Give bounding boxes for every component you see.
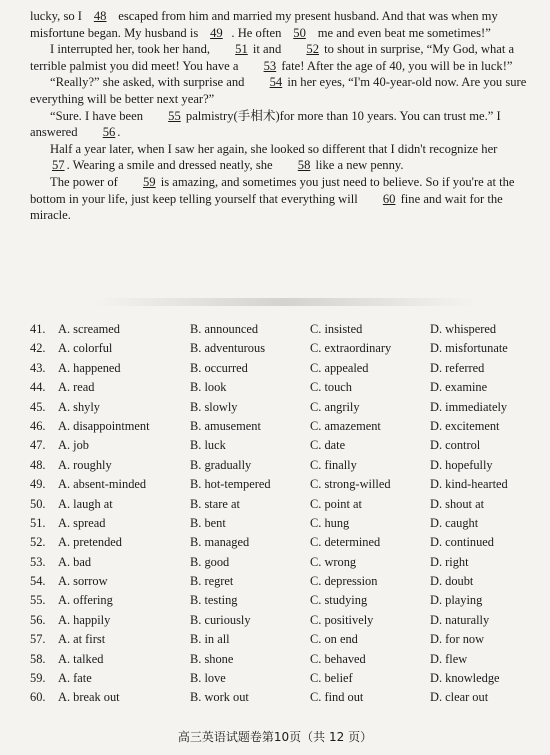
question-number: 56. (30, 612, 46, 627)
option-d: D. referred (430, 360, 485, 375)
option-d: D. flew (430, 651, 468, 666)
option-c: C. strong-willed (310, 477, 391, 492)
blank-49: 49 (210, 25, 223, 40)
option-d: D. whispered (430, 322, 497, 336)
option-a: A. bad (58, 554, 92, 569)
option-row (30, 630, 535, 649)
blank-58: 58 (297, 158, 311, 173)
paragraph-3: “Really?” she asked, with surprise and 54 in her eyes, “I'm 40-year-old now. Are you sure everything will be better next year?” (30, 75, 527, 106)
blank-56: 56 (102, 125, 116, 140)
option-c: C. finally (310, 457, 357, 472)
option-d: D. caught (430, 515, 479, 530)
option-row (30, 475, 535, 494)
question-number: 60. (30, 690, 46, 705)
option-row (30, 669, 535, 688)
option-b: B. adventurous (190, 341, 266, 356)
option-a: A. absent-minded (58, 477, 147, 492)
option-b: B. slowly (190, 399, 238, 414)
option-c: C. find out (310, 690, 364, 705)
question-number: 50. (30, 496, 46, 511)
option-a: A. colorful (58, 341, 113, 356)
option-d: D. control (430, 438, 481, 453)
option-row (30, 359, 535, 378)
option-c: C. belief (310, 671, 353, 686)
option-a: A. sorrow (58, 574, 108, 589)
option-b: B. managed (190, 535, 250, 550)
question-number: 48. (30, 457, 46, 472)
option-c: C. positively (310, 612, 374, 627)
option-row (30, 417, 535, 436)
option-d: D. continued (430, 535, 495, 550)
option-row (30, 339, 535, 358)
option-a: A. at first (58, 632, 106, 647)
option-d: D. shout at (430, 496, 485, 511)
option-row (30, 611, 535, 630)
options-list (30, 320, 535, 708)
option-a: A. pretended (58, 535, 122, 550)
option-a: A. read (58, 380, 95, 395)
option-a: A. job (58, 438, 89, 453)
question-number: 55. (30, 593, 46, 608)
paragraph-2: I interrupted her, took her hand, 51 it and 52 to shout in surprise, “My God, what a terrible palmist you did meet! You have a 53 fate! After the age of 40, you will be in luck!” (30, 42, 515, 73)
blank-57: 57 (52, 158, 65, 173)
option-c: C. insisted (310, 322, 363, 336)
option-c: C. amazement (310, 418, 381, 433)
paragraph-5: Half a year later, when I saw her again, she looked so different that I didn't recognize her 57 . Wearing a smile and dressed neatly, she 58 like a new penny. (30, 141, 535, 174)
option-c: C. angrily (310, 399, 360, 414)
option-b: B. amusement (190, 418, 261, 433)
blank-51: 51 (235, 42, 248, 57)
option-c: C. date (310, 438, 346, 453)
question-number: 43. (30, 360, 46, 375)
question-number: 47. (30, 438, 46, 453)
option-row (30, 378, 535, 397)
option-d: D. clear out (430, 690, 489, 705)
option-b: B. regret (190, 574, 234, 589)
option-a: A. fate (58, 671, 92, 686)
paragraph-1: lucky, so I 48 escaped from him and married my present husband. And that was when my misfortune began. My husband is 49 . He often 50 me and even beat me sometimes!” (30, 9, 498, 40)
option-b: B. work out (190, 690, 249, 705)
option-row (30, 495, 535, 514)
option-d: D. doubt (430, 574, 474, 589)
blank-48: 48 (93, 9, 107, 23)
question-number: 41. (30, 322, 46, 336)
question-number: 51. (30, 515, 46, 530)
blank-52: 52 (306, 42, 319, 57)
blank-53: 53 (263, 58, 277, 73)
option-a: A. shyly (58, 399, 100, 414)
question-number: 59. (30, 671, 46, 686)
paragraph-6: The power of 59 is amazing, and sometimes you just need to believe. So if you're at the bottom in your life, just keep telling yourself that everything will 60 fine and wait for the miracle. (30, 174, 515, 223)
paragraph-4: “Sure. I have been 55 palmistry(手相术)for more than 10 years. You can trust me.” I answered 56 . (30, 108, 501, 140)
option-b: B. testing (190, 593, 238, 608)
option-row (30, 688, 535, 707)
option-c: C. studying (310, 593, 368, 608)
option-a: A. happened (58, 360, 121, 375)
option-c: C. appealed (310, 360, 369, 375)
blank-54: 54 (269, 75, 283, 90)
cloze-passage (30, 8, 535, 224)
option-b: B. bent (190, 515, 226, 530)
option-b: B. luck (190, 438, 226, 453)
option-b: B. in all (190, 632, 230, 647)
option-d: D. right (430, 554, 469, 569)
option-b: B. good (190, 554, 230, 569)
option-a: A. happily (58, 612, 111, 627)
option-row (30, 533, 535, 552)
question-number: 44. (30, 380, 46, 395)
question-number: 58. (30, 651, 46, 666)
option-d: D. for now (430, 632, 485, 647)
option-b: B. occurred (190, 360, 248, 375)
option-row (30, 398, 535, 417)
option-d: D. naturally (430, 612, 490, 627)
question-number: 46. (30, 418, 46, 433)
option-b: B. stare at (190, 496, 240, 511)
option-b: B. gradually (190, 457, 252, 472)
option-d: D. kind-hearted (430, 477, 508, 492)
option-c: C. behaved (310, 651, 366, 666)
option-a: A. break out (58, 690, 120, 705)
question-number: 53. (30, 554, 46, 569)
option-a: A. spread (58, 515, 106, 530)
blank-60: 60 (382, 191, 396, 206)
option-d: D. hopefully (430, 457, 493, 472)
option-d: D. examine (430, 380, 488, 395)
option-a: A. talked (58, 651, 104, 666)
option-c: C. on end (310, 632, 358, 647)
option-row (30, 456, 535, 475)
option-c: C. depression (310, 574, 378, 589)
option-d: D. excitement (430, 418, 500, 433)
option-b: B. announced (190, 322, 259, 336)
question-number: 49. (30, 477, 46, 492)
option-c: C. extraordinary (310, 341, 392, 356)
option-a: A. laugh at (58, 496, 113, 511)
question-number: 57. (30, 632, 46, 647)
question-number: 54. (30, 574, 46, 589)
option-c: C. touch (310, 380, 352, 395)
option-b: B. curiously (190, 612, 251, 627)
option-row (30, 591, 535, 610)
option-b: B. look (190, 380, 227, 395)
question-number: 45. (30, 399, 46, 414)
option-d: D. immediately (430, 399, 508, 414)
option-d: D. playing (430, 593, 483, 608)
option-row (30, 553, 535, 572)
option-row (30, 320, 535, 339)
question-number: 52. (30, 535, 46, 550)
option-b: B. shone (190, 651, 234, 666)
blank-50: 50 (293, 25, 306, 40)
option-a: A. screamed (58, 322, 120, 336)
option-a: A. offering (58, 593, 113, 608)
blank-59: 59 (143, 174, 156, 189)
option-c: C. wrong (310, 554, 357, 569)
option-c: C. hung (310, 515, 350, 530)
option-row (30, 514, 535, 533)
option-row (30, 650, 535, 669)
page-footer: 高三英语试题卷第10页（共 12 页） (177, 730, 373, 744)
option-d: D. misfortunate (430, 341, 508, 356)
option-c: C. point at (310, 496, 362, 511)
option-a: A. disappointment (58, 418, 150, 433)
blank-55: 55 (168, 108, 181, 123)
option-b: B. hot-tempered (190, 477, 271, 492)
question-number: 42. (30, 341, 46, 356)
option-a: A. roughly (58, 457, 112, 472)
option-d: D. knowledge (430, 671, 500, 686)
option-row (30, 572, 535, 591)
option-c: C. determined (310, 535, 381, 550)
option-b: B. love (190, 671, 226, 686)
scan-smudge (95, 298, 475, 306)
option-row (30, 436, 535, 455)
